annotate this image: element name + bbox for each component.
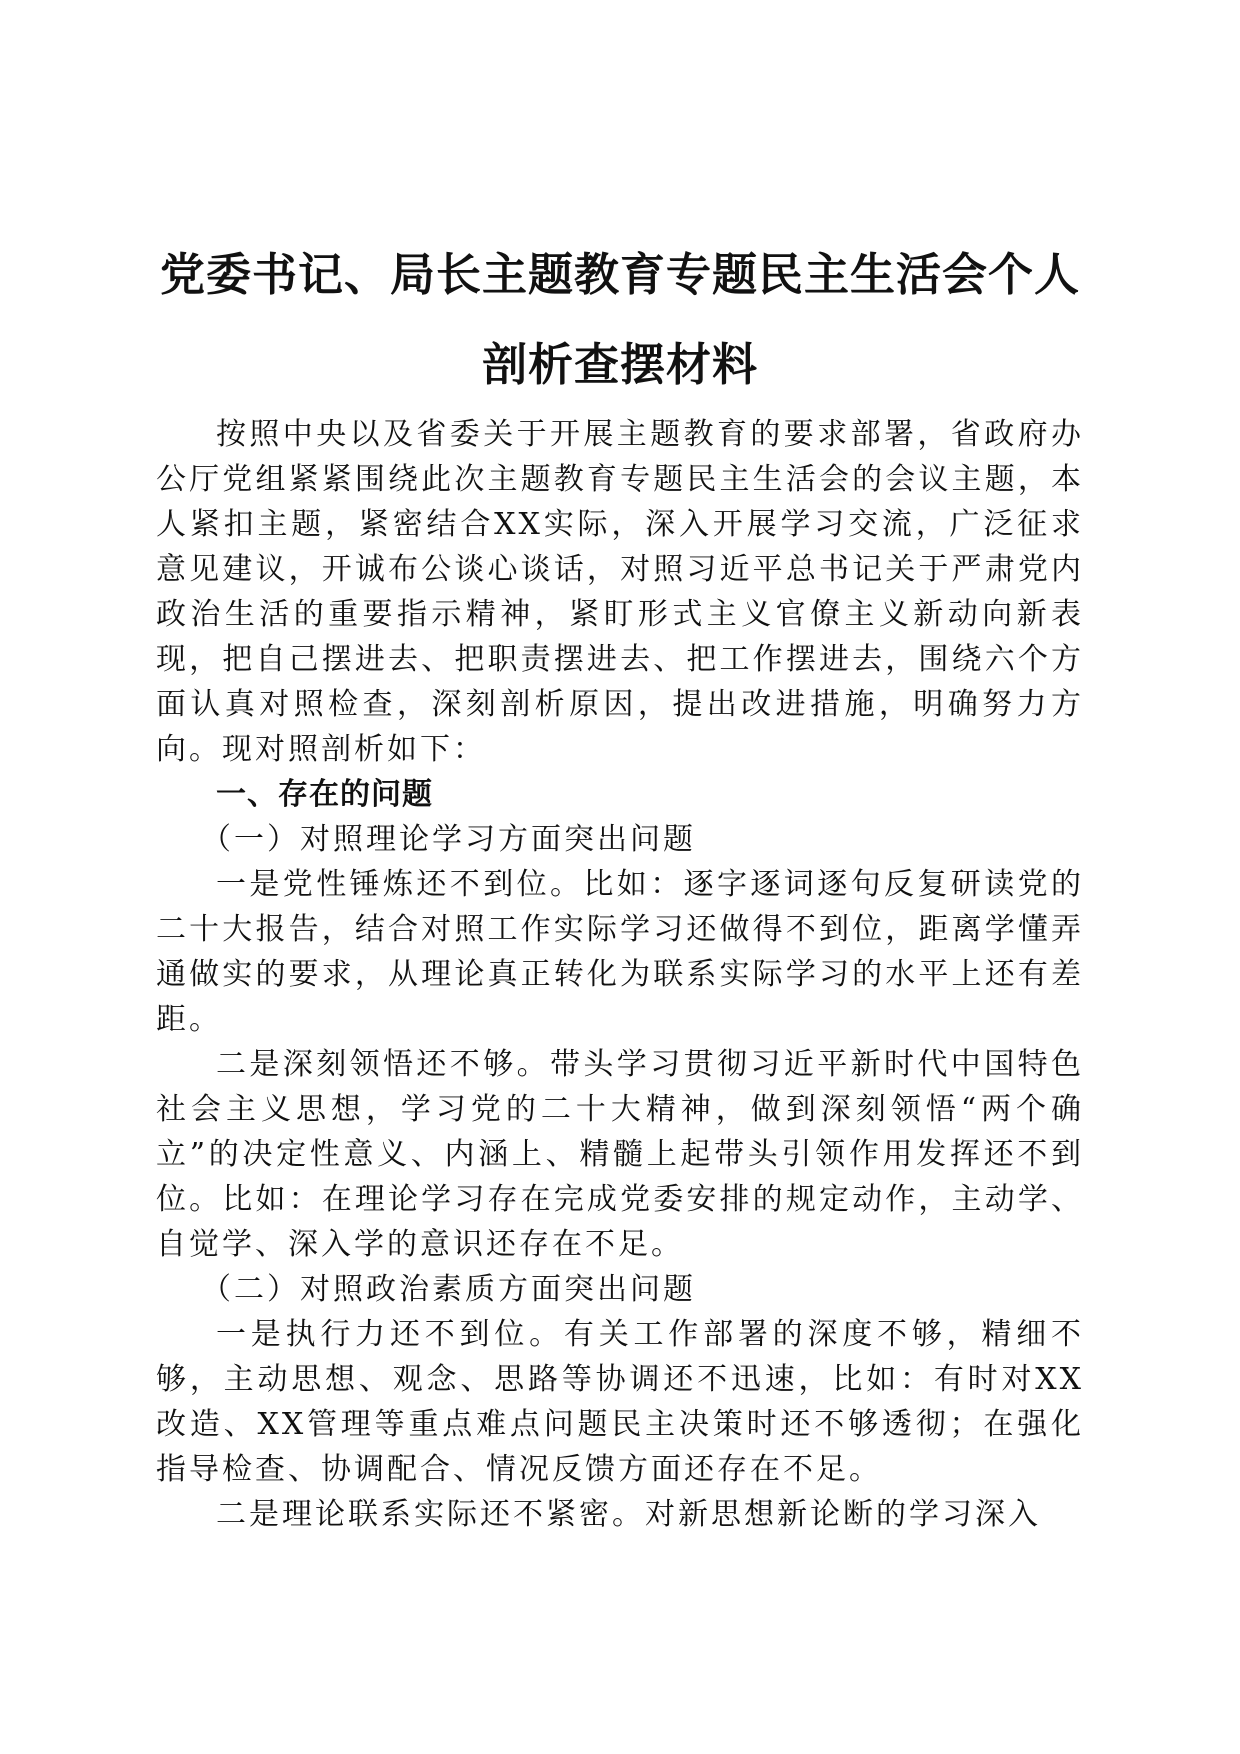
document-title	[156, 230, 1084, 410]
section-heading-problems: 一、存在的问题	[216, 777, 433, 812]
paragraph-theory-1: 一是党性锤炼还不到位。比如：逐字逐词逐句反复研读党的二十大报告，结合对照工作实际学习还做得不到位，距离学懂弄通做实的要求，从理论真正转化为联系实际学习的水平上还有差距。	[156, 867, 1084, 1037]
subsection-heading-political: （二）对照政治素质方面突出问题	[201, 1272, 696, 1307]
paragraph-theory-2: 二是深刻领悟还不够。带头学习贯彻习近平新时代中国特色社会主义思想，学习党的二十大精神，做到深刻领悟“两个确立”的决定性意义、内涵上、精髓上起带头引领作用发挥还不到位。比如：在理论学习存在完成党委安排的规定动作，主动学、自觉学、深入学的意识还存在不足。	[156, 1047, 1084, 1262]
subsection-heading-theory: （一）对照理论学习方面突出问题	[201, 822, 696, 857]
intro-paragraph: 按照中央以及省委关于开展主题教育的要求部署，省政府办公厅党组紧紧围绕此次主题教育专题民主生活会的会议主题，本人紧扣主题，紧密结合XX实际，深入开展学习交流，广泛征求意见建议，开诚布公谈心谈话，对照习近平总书记关于严肃党内政治生活的重要指示精神，紧盯形式主义官僚主义新动向新表现，把自己摆进去、把职责摆进去、把工作摆进去，围绕六个方面认真对照检查，深刻剖析原因，提出改进措施，明确努力方向。现对照剖析如下：	[156, 417, 1084, 767]
paragraph-political-2: 二是理论联系实际还不紧密。对新思想新论断的学习深入	[216, 1497, 1041, 1532]
title-line-1: 党委书记、局长主题教育专题民主生活会个人	[159, 248, 1080, 301]
title-line-2: 剖析查摆材料	[481, 338, 758, 391]
document-page	[156, 230, 1084, 1537]
paragraph-political-1: 一是执行力还不到位。有关工作部署的深度不够，精细不够，主动思想、观念、思路等协调还不迅速，比如：有时对XX改造、XX管理等重点难点问题民主决策时还不够透彻；在强化指导检查、协调配合、情况反馈方面还存在不足。	[156, 1317, 1084, 1487]
